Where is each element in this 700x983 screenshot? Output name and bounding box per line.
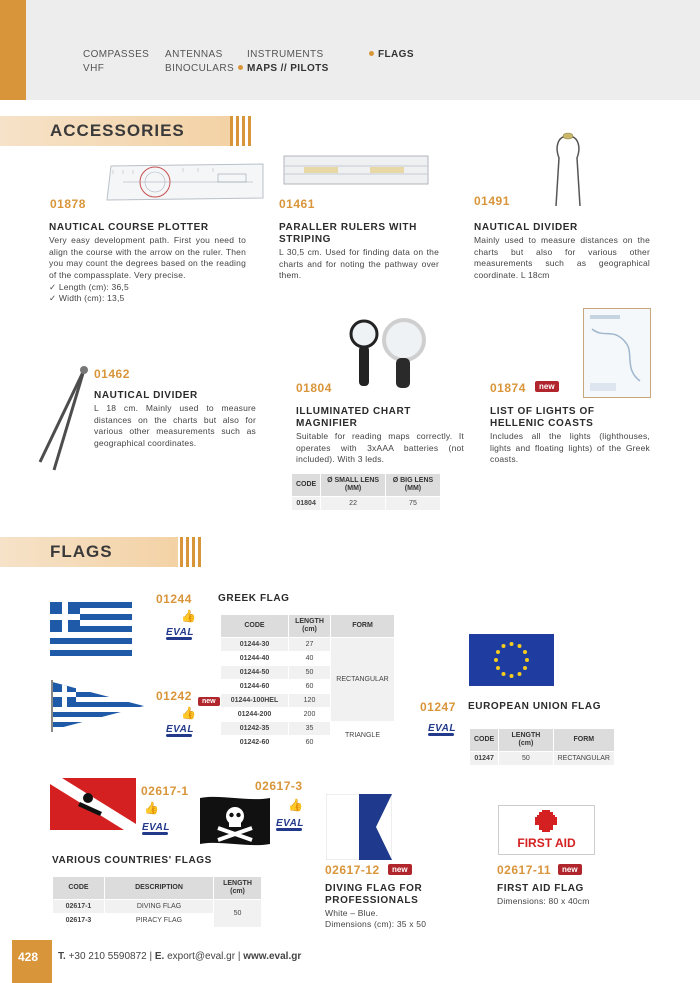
product-desc-01461: L 30,5 cm. Used for finding data on the charts and for noting the pathway over them. [279, 247, 439, 280]
eval-logo-text: EVAL [276, 818, 304, 829]
nav-instruments[interactable]: INSTRUMENTS [247, 49, 324, 60]
table-cell: 50 [289, 666, 331, 680]
first-aid-flag-image [498, 805, 595, 855]
col-big-lens: Ø BIG LENS (MM) [385, 474, 440, 497]
product-title-01878: NAUTICAL COURSE PLOTTER [49, 222, 209, 233]
col-description: DESCRIPTION [105, 877, 214, 900]
header-accent-stripe [0, 0, 26, 100]
thumbs-up-icon: 👍 [181, 706, 196, 720]
table-cell: 01242-60 [221, 736, 289, 750]
product-desc-01878: Very easy development path. First you need to align the course with the arrow on the ruler. Then you may count the degrees based on the reading of the compassplate. Very precise. [49, 235, 246, 280]
table-cell: 01804 [292, 497, 321, 511]
divider-image-01462 [32, 362, 94, 474]
col-form: FORM [331, 615, 395, 638]
product-code-01804: 01804 [296, 381, 332, 395]
product-title-first-aid: FIRST AID FLAG [497, 883, 584, 894]
new-badge: new [388, 864, 412, 875]
form-cell-triangle: TRIANGLE [331, 722, 395, 750]
accessories-title: ACCESSORIES [50, 121, 185, 140]
eval-logo-text: EVAL [428, 723, 456, 734]
table-cell: 02617-1 [53, 900, 105, 914]
diving-flag-image [50, 778, 136, 830]
active-dot-icon [369, 51, 374, 56]
table-cell: 22 [321, 497, 386, 511]
eval-logo-text: EVAL [142, 822, 170, 833]
eu-flag-image [469, 634, 554, 686]
nav-vhf[interactable]: VHF [83, 63, 105, 74]
nav-compasses[interactable]: COMPASSES [83, 49, 150, 60]
footer-phone[interactable]: +30 210 5590872 [68, 951, 147, 962]
product-code-02617-12: 02617-12 [325, 863, 380, 877]
product-code-01247: 01247 [420, 700, 456, 714]
table-cell: 27 [289, 638, 331, 652]
email-label: E. [154, 951, 165, 962]
product-code-01244: 01244 [156, 592, 192, 606]
hellenic-lights-book-image [583, 308, 651, 398]
alpha-flag-image [326, 794, 392, 860]
col-form: FORM [553, 729, 614, 752]
product-code-01491: 01491 [474, 194, 510, 208]
magnifier-image [346, 318, 440, 390]
product-code-01462: 01462 [94, 367, 130, 381]
product-code-01461: 01461 [279, 197, 315, 211]
thumbs-up-icon: 👍 [181, 609, 196, 623]
greek-flag-table [220, 614, 395, 750]
footer-separator: | [237, 951, 241, 962]
table-cell: 01244-40 [221, 652, 289, 666]
product-desc-diving-1: White – Blue. [325, 908, 379, 918]
table-cell: 01244-60 [221, 680, 289, 694]
nav-antennas[interactable]: ANTENNAS [165, 49, 223, 60]
table-cell: 50 [499, 752, 553, 766]
banner-stripes [180, 537, 201, 567]
thumbs-up-icon: 👍 [144, 801, 159, 815]
first-aid-flag-text: FIRST AID [517, 836, 576, 850]
product-title-diving-professionals: DIVING FLAG FOR PROFESSIONALS [325, 883, 423, 906]
product-desc-01804: Suitable for reading maps correctly. It operates with 3xAAA batteries (not included). With 3 leds. [296, 431, 464, 464]
eval-logo [142, 822, 170, 835]
col-code: CODE [53, 877, 105, 900]
table-cell: 01247 [470, 752, 499, 766]
product-code-01242: 01242 [156, 689, 192, 703]
product-title-greek-flag: GREEK FLAG [218, 593, 290, 604]
various-flags-table [52, 876, 262, 928]
table-cell: 40 [289, 652, 331, 666]
product-title-01462: NAUTICAL DIVIDER [94, 390, 198, 401]
col-length: LENGTH (cm) [499, 729, 553, 752]
table-cell: 01244-200 [221, 708, 289, 722]
eu-flag-table [469, 728, 615, 766]
product-title-01804: ILLUMINATED CHART MAGNIFIER [296, 406, 411, 429]
col-small-lens: Ø SMALL LENS (MM) [321, 474, 386, 497]
eval-logo-text: EVAL [166, 627, 194, 638]
thumbs-up-icon: 👍 [288, 798, 303, 812]
piracy-flag-image [200, 796, 270, 846]
product-code-02617-1: 02617-1 [141, 784, 189, 798]
product-desc-first-aid: Dimensions: 80 x 40cm [497, 896, 590, 906]
col-code: CODE [221, 615, 289, 638]
product-title-01461: PARALLER RULERS WITH STRIPING [279, 222, 417, 245]
table-cell: 60 [289, 736, 331, 750]
product-desc-01462: L 18 cm. Mainly used to measure distances on the charts but also for various other measurements such as geographical coordinates. [94, 403, 256, 448]
table-cell: RECTANGULAR [553, 752, 614, 766]
table-cell: DIVING FLAG [105, 900, 214, 914]
table-cell: PIRACY FLAG [105, 914, 214, 928]
parallel-rulers-image [280, 152, 432, 188]
active-dot-icon [238, 65, 243, 70]
nav-maps-pilots[interactable] [238, 63, 329, 74]
greek-flag-image [50, 602, 132, 656]
product-code-01878: 01878 [50, 197, 86, 211]
new-badge: new [558, 864, 582, 875]
phone-label: T. [58, 951, 66, 962]
flags-banner [0, 537, 178, 567]
table-cell: 01244-50 [221, 666, 289, 680]
table-cell: 75 [385, 497, 440, 511]
eval-logo [276, 818, 304, 831]
course-plotter-image [103, 160, 268, 204]
footer-separator: | [149, 951, 153, 962]
eval-logo [428, 723, 456, 736]
product-title-01874: LIST OF LIGHTS OF HELLENIC COASTS [490, 406, 595, 429]
table-cell: 200 [289, 708, 331, 722]
page-number: 428 [18, 950, 39, 964]
table-cell: 120 [289, 694, 331, 708]
footer-contact [58, 951, 301, 962]
eval-logo [166, 627, 194, 640]
table-cell: 02617-3 [53, 914, 105, 928]
banner-stripes [230, 116, 251, 146]
product-title-eu-flag: EUROPEAN UNION FLAG [468, 701, 602, 712]
table-cell: 60 [289, 680, 331, 694]
product-title-various-flags: VARIOUS COUNTRIES' FLAGS [52, 855, 212, 866]
divider-image-01491 [553, 128, 583, 210]
table-cell: 01244-100HEL [221, 694, 289, 708]
col-length: LENGTH (cm) [289, 615, 331, 638]
product-desc-diving-2: Dimensions (cm): 35 x 50 [325, 919, 427, 929]
nav-flags-label: FLAGS [378, 49, 414, 60]
product-code-02617-11: 02617-11 [497, 863, 552, 877]
eval-logo [166, 724, 194, 737]
magnifier-spec-table [291, 473, 441, 511]
product-code-02617-3: 02617-3 [255, 779, 303, 793]
product-code-01874: 01874 [490, 381, 526, 395]
flags-title: FLAGS [50, 542, 113, 561]
nav-binoculars[interactable]: BINOCULARS [165, 63, 235, 74]
nav-maps-label: MAPS // PILOTS [247, 63, 329, 74]
col-code: CODE [470, 729, 499, 752]
new-badge: new [198, 697, 220, 706]
col-length: LENGTH (cm) [214, 877, 262, 900]
greek-pennant-image [46, 680, 146, 732]
footer-website[interactable]: www.eval.gr [243, 951, 302, 962]
table-cell: 01242-35 [221, 722, 289, 736]
footer-email[interactable]: export@eval.gr [167, 951, 236, 962]
table-cell: 35 [289, 722, 331, 736]
eval-logo-text: EVAL [166, 724, 194, 735]
table-cell: 01244-30 [221, 638, 289, 652]
new-badge: new [535, 381, 559, 392]
product-desc-01874: Includes all the lights (lighthouses, lights and floating lights) of the Greek coasts. [490, 431, 650, 464]
form-cell-rectangular: RECTANGULAR [331, 638, 395, 722]
table-cell: 50 [214, 900, 262, 928]
product-spec-width: ✓ Width (cm): 13,5 [49, 293, 125, 303]
nav-flags[interactable] [369, 49, 414, 60]
product-spec-length: ✓ Length (cm): 36,5 [49, 282, 129, 292]
product-desc-01491: Mainly used to measure distances on the charts but also for various other measurements such as geographical coordinate. L 18cm [474, 235, 650, 280]
accessories-banner [0, 116, 230, 146]
col-code: CODE [292, 474, 321, 497]
product-title-01491: NAUTICAL DIVIDER [474, 222, 578, 233]
